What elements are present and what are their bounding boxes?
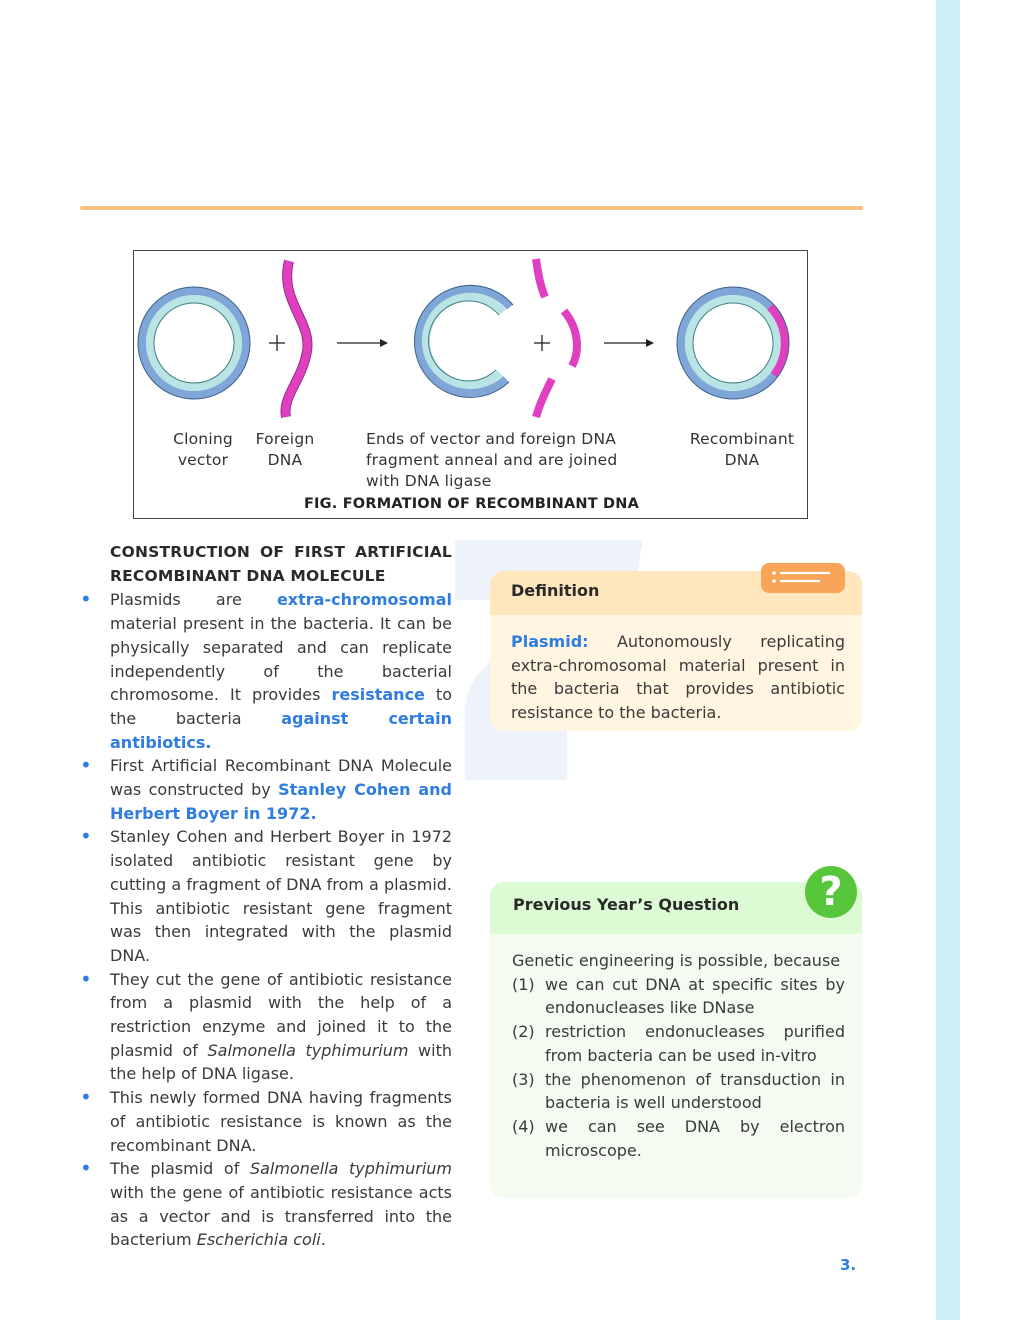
- definition-term: Plasmid:: [511, 632, 589, 651]
- bullet-text: Stanley Cohen and Herbert Boyer in 1972 isolated antibiotic resistant gene by cutting a fragment of DNA from a plasmid. This antibiotic resistant gene fragment was then integrated with the plasmid DNA.: [110, 827, 452, 965]
- cloning-vector-plasmid-inner: [150, 299, 238, 387]
- highlight-text: Stanley Cohen and Herbert Boyer in 1972.: [110, 780, 452, 823]
- section-heading: CONSTRUCTION OF FIRST ARTIFICIAL RECOMBINANT DNA MOLECULE: [110, 543, 452, 585]
- definition-text: Autonomously replicating extra-chromosomal material present in the bacteria that provides antibiotic resistance to the bacteria.: [511, 632, 845, 723]
- species-name: Escherichia coli: [196, 1230, 321, 1250]
- bullet-item: [80, 754, 452, 825]
- top-divider: [80, 206, 863, 210]
- option-number: (2): [512, 1022, 535, 1042]
- option-text: restriction endonucleases purified from bacteria can be used in-vitro: [545, 1022, 845, 1065]
- bullet-item: [80, 1157, 452, 1252]
- bullet-text: with the help of DNA ligase.: [110, 1040, 452, 1084]
- question-mark-icon: [805, 866, 857, 918]
- opened-plasmid-inner: [426, 297, 503, 385]
- label-ends-annealed: Ends of vector and foreign DNA fragment anneal and are joined with DNA ligase: [366, 430, 618, 490]
- option-number: (1): [512, 974, 535, 994]
- question-mark-glyph: ?: [819, 869, 843, 915]
- bullet-text: Plasmids are: [110, 590, 277, 610]
- definition-box: [490, 571, 862, 731]
- pyq-title: Previous Year’s Question: [513, 895, 740, 914]
- answer-option: [512, 1115, 845, 1162]
- recombinant-plasmid-outer: [681, 291, 785, 395]
- definition-body: [511, 630, 845, 725]
- bullet-text: to the bacteria: [110, 685, 452, 728]
- option-number: (4): [512, 1116, 535, 1136]
- species-name: Salmonella typhimurium: [207, 1040, 409, 1060]
- bullet-item: [80, 825, 452, 967]
- bullet-list: [80, 588, 452, 1252]
- label-foreign-dna: Foreign DNA: [255, 430, 315, 469]
- pyq-body: [512, 949, 845, 1162]
- previous-year-question-box: [490, 869, 862, 1198]
- arrow-2: [604, 339, 654, 347]
- bullet-text: with the gene of antibiotic resistance acts as a vector and is transferred into the bacterium: [110, 1182, 452, 1250]
- label-recombinant-dna: Recombinant DNA: [689, 430, 795, 469]
- species-name: Salmonella typhimurium: [249, 1159, 452, 1179]
- bullet-text: This newly formed DNA having fragments of antibiotic resistance is known as the recombinant DNA.: [110, 1088, 452, 1155]
- figure-caption: FIG. FORMATION OF RECOMBINANT DNA: [303, 496, 640, 512]
- highlight-text: against certain antibiotics.: [110, 708, 452, 752]
- option-text: we can cut DNA at specific sites by endonucleases like DNase: [545, 974, 845, 1018]
- foreign-dna-fragment-top: [536, 259, 545, 297]
- recombinant-plasmid-inner: [689, 299, 777, 387]
- recombinant-dna-figure: [133, 250, 808, 519]
- bullet-text: The plasmid of: [110, 1159, 250, 1179]
- answer-option: [512, 973, 845, 1020]
- bullet-text: They cut the gene of antibiotic resistance from a plasmid with the help of a restriction enzyme and joined it to the plasmid of: [110, 969, 452, 1060]
- plus-sign-2: [534, 335, 550, 351]
- option-number: (3): [512, 1069, 535, 1089]
- plus-sign-1: [269, 335, 285, 351]
- option-text: we can see DNA by electron microscope.: [545, 1116, 845, 1160]
- cloning-vector-plasmid-outer: [142, 291, 246, 395]
- arrow-1: [337, 339, 388, 347]
- option-text: the phenomenon of transduction in bacteria is well understood: [545, 1069, 845, 1113]
- bullet-item: [80, 588, 452, 754]
- question-text: Genetic engineering is possible, because: [512, 951, 841, 970]
- answer-option: [512, 1068, 845, 1115]
- bullet-item: [80, 968, 452, 1087]
- highlight-text: extra-chromosomal: [276, 590, 452, 610]
- note-tag-icon: [761, 563, 845, 593]
- foreign-dna-fragment-bottom: [536, 379, 552, 417]
- foreign-dna-fragment-middle: [564, 311, 577, 366]
- definition-title: Definition: [511, 581, 600, 600]
- page-number: 3.: [840, 1256, 857, 1274]
- bullet-item: [80, 1086, 452, 1157]
- bullet-text: material present in the bacteria. It can be physically separated and can replicate independently of the bacterial chromosome. It provides: [110, 614, 452, 705]
- bullet-text: First Artificial Recombinant DNA Molecule was constructed by: [110, 756, 452, 800]
- bullet-text: .: [320, 1230, 326, 1250]
- side-stripe: [936, 0, 960, 1320]
- answer-option: [512, 1020, 845, 1067]
- left-column: [80, 541, 452, 1252]
- label-cloning-vector: Cloning vector: [173, 430, 233, 469]
- highlight-text: resistance: [331, 685, 425, 705]
